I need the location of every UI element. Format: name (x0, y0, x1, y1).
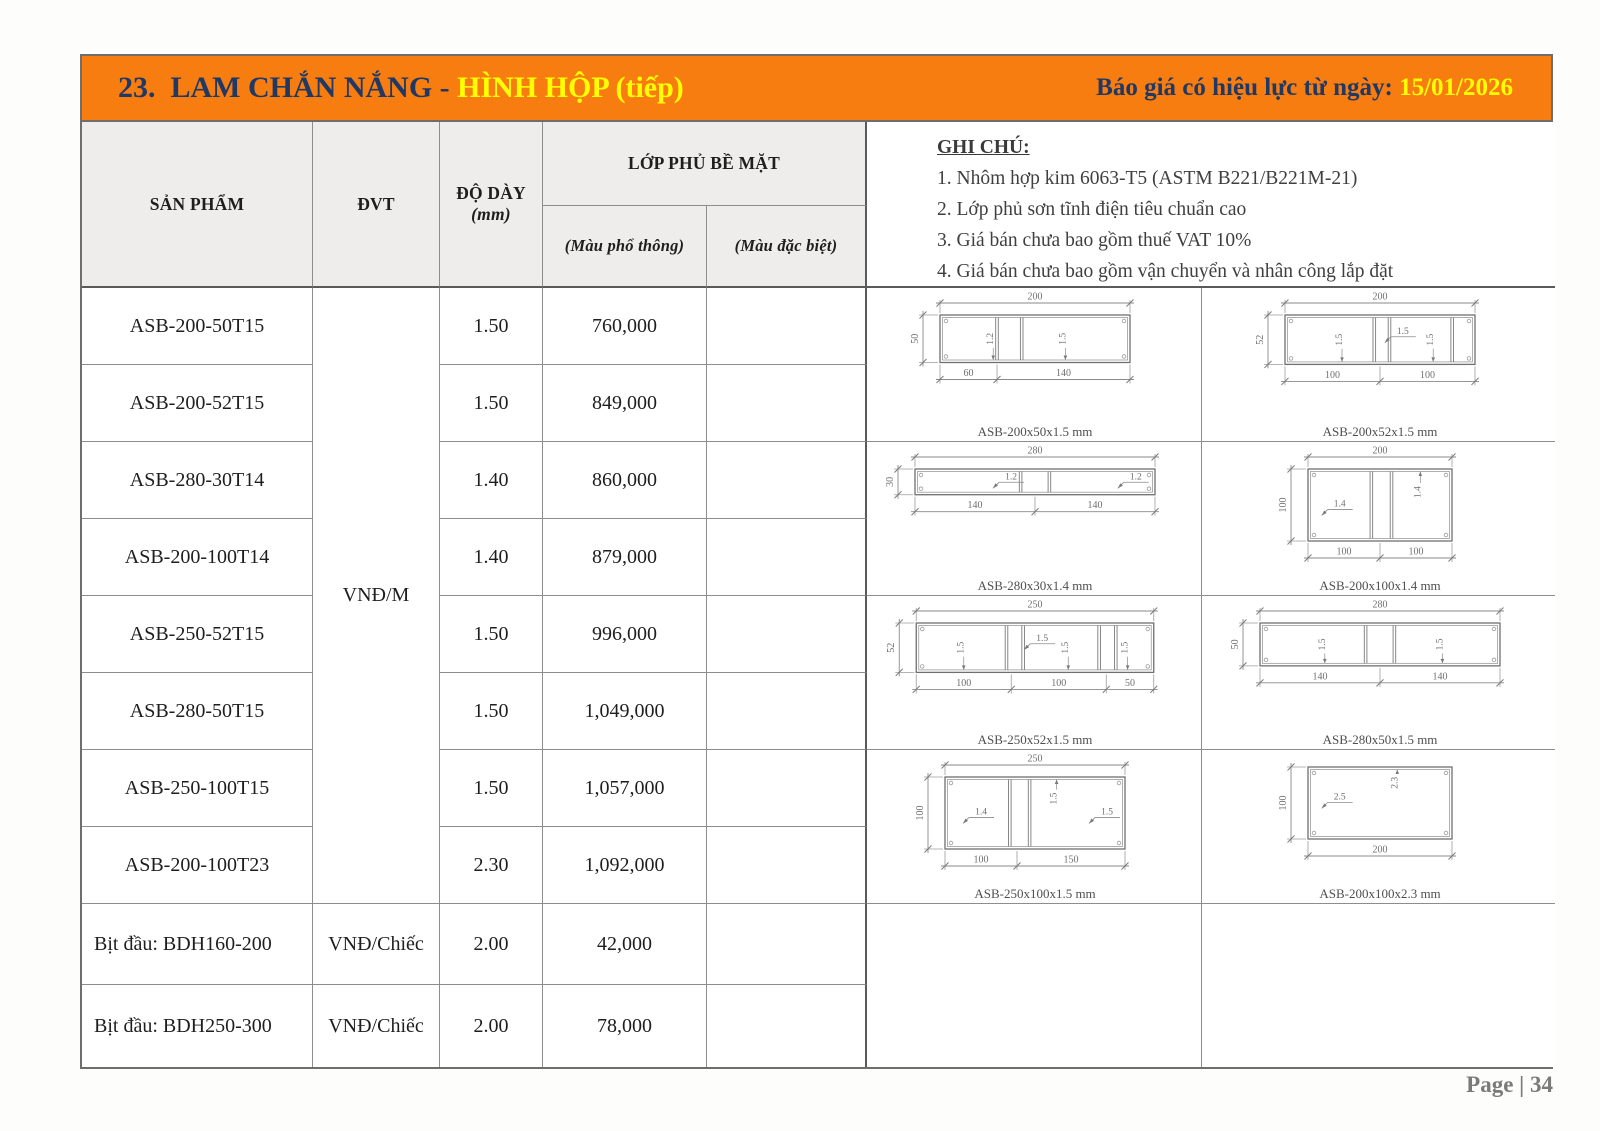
notes-cell (867, 122, 1555, 288)
thickness-cell: 2.00 (440, 985, 543, 1067)
svg-text:140: 140 (1087, 499, 1103, 511)
price-common-cell: 78,000 (543, 985, 707, 1067)
svg-text:100: 100 (1419, 369, 1435, 381)
svg-text:280: 280 (1372, 599, 1387, 610)
thickness-cell: 1.40 (440, 442, 543, 519)
price-special-cell (707, 673, 867, 750)
svg-text:150: 150 (1063, 854, 1079, 865)
profile-diagram (1202, 288, 1555, 442)
price-special-cell (707, 985, 867, 1067)
svg-text:ASB-200x50x1.5 mm: ASB-200x50x1.5 mm (977, 423, 1093, 439)
svg-text:140: 140 (1312, 670, 1327, 682)
price-special-cell (707, 904, 867, 985)
svg-text:ASB-280x50x1.5 mm: ASB-280x50x1.5 mm (1322, 731, 1437, 747)
svg-text:100: 100 (973, 854, 989, 865)
product-cell: Bịt đầu: BDH160-200 (82, 904, 313, 985)
svg-text:1.5: 1.5 (1058, 332, 1069, 345)
price-special-cell (707, 750, 867, 827)
svg-text:1.5: 1.5 (1120, 641, 1131, 654)
svg-text:250: 250 (1027, 753, 1043, 764)
svg-text:1.4: 1.4 (975, 806, 987, 817)
price-common-cell: 860,000 (543, 442, 707, 519)
svg-text:ASB-280x30x1.4 mm: ASB-280x30x1.4 mm (977, 577, 1093, 593)
validity-label: Báo giá có hiệu lực từ ngày: (1096, 74, 1400, 101)
column-header-unit: ĐVT (313, 122, 440, 288)
svg-text:200: 200 (1372, 844, 1387, 855)
product-cell: ASB-250-100T15 (82, 750, 313, 827)
product-cell: ASB-250-52T15 (82, 596, 313, 673)
svg-text:100: 100 (1408, 546, 1423, 557)
price-special-cell (707, 442, 867, 519)
svg-text:1.2: 1.2 (1129, 471, 1142, 482)
column-header-thickness (440, 122, 543, 288)
unit-cell-merged: VNĐ/M (313, 288, 440, 904)
unit-cell: VNĐ/Chiếc (313, 985, 440, 1067)
page-title-highlight: HÌNH HỘP (tiếp) (457, 71, 684, 104)
price-common-cell: 760,000 (543, 288, 707, 365)
price-common-cell: 849,000 (543, 365, 707, 442)
svg-text:1.5: 1.5 (956, 641, 967, 654)
svg-text:1.5: 1.5 (1317, 637, 1328, 650)
unit-cell: VNĐ/Chiếc (313, 904, 440, 985)
svg-text:1.2: 1.2 (986, 332, 997, 345)
svg-text:1.5: 1.5 (1036, 633, 1049, 644)
price-special-cell (707, 519, 867, 596)
svg-text:100: 100 (1324, 369, 1340, 381)
svg-text:1.5: 1.5 (1049, 792, 1060, 805)
empty-diagram-cell (867, 904, 1202, 1067)
product-cell: ASB-200-100T14 (82, 519, 313, 596)
svg-text:1.4: 1.4 (1412, 485, 1423, 498)
thickness-cell: 1.50 (440, 596, 543, 673)
thickness-header-line2: (mm) (471, 204, 511, 224)
svg-text:30: 30 (885, 476, 896, 487)
profile-diagram (1202, 442, 1555, 596)
svg-text:140: 140 (967, 499, 983, 511)
page-number: Page | 34 (1466, 1072, 1553, 1097)
svg-text:1.5: 1.5 (1425, 333, 1436, 346)
profile-diagram (867, 442, 1202, 596)
svg-text:250: 250 (1027, 599, 1043, 610)
note-item: 3. Giá bán chưa bao gồm thuế VAT 10% (937, 230, 1252, 251)
title-bar (80, 54, 1553, 120)
svg-text:140: 140 (1432, 670, 1447, 682)
validity-date: 15/01/2026 (1399, 74, 1513, 101)
thickness-header-line1: ĐỘ DÀY (456, 183, 526, 203)
profile-diagram (867, 288, 1202, 442)
svg-text:280: 280 (1027, 445, 1043, 456)
svg-text:100: 100 (1336, 546, 1351, 557)
thickness-cell: 1.50 (440, 750, 543, 827)
profile-diagram (1202, 596, 1555, 750)
svg-text:1.5: 1.5 (1101, 806, 1113, 817)
svg-text:1.4: 1.4 (1333, 498, 1346, 509)
column-header-coating-common: (Màu phổ thông) (543, 206, 707, 288)
thickness-cell: 1.50 (440, 365, 543, 442)
svg-text:100: 100 (915, 805, 926, 820)
svg-text:ASB-250x100x1.5 mm: ASB-250x100x1.5 mm (974, 885, 1096, 901)
product-cell: ASB-200-100T23 (82, 827, 313, 904)
product-cell: Bịt đầu: BDH250-300 (82, 985, 313, 1067)
column-header-coating-group: LỚP PHỦ BỀ MẶT (543, 122, 867, 206)
thickness-cell: 2.30 (440, 827, 543, 904)
svg-text:60: 60 (963, 367, 974, 379)
price-common-cell: 879,000 (543, 519, 707, 596)
svg-text:50: 50 (1229, 638, 1241, 649)
note-item: 1. Nhôm hợp kim 6063-T5 (ASTM B221/B221M-21) (937, 168, 1358, 189)
price-common-cell: 996,000 (543, 596, 707, 673)
svg-text:ASB-200x100x2.3 mm: ASB-200x100x2.3 mm (1318, 885, 1441, 901)
svg-text:1.5: 1.5 (1396, 326, 1409, 337)
note-item: 4. Giá bán chưa bao gồm vận chuyển và nhân công lắp đặt (937, 261, 1394, 282)
note-item: 2. Lớp phủ sơn tĩnh điện tiêu chuẩn cao (937, 199, 1247, 220)
profile-diagram (867, 596, 1202, 750)
price-common-cell: 1,049,000 (543, 673, 707, 750)
thickness-cell: 1.50 (440, 673, 543, 750)
thickness-cell: 2.00 (440, 904, 543, 985)
svg-text:200: 200 (1027, 291, 1043, 302)
svg-text:140: 140 (1056, 367, 1071, 379)
price-special-cell (707, 288, 867, 365)
profile-diagram (867, 750, 1202, 904)
price-special-cell (707, 596, 867, 673)
empty-diagram-cell (1202, 904, 1555, 1067)
price-table (80, 120, 1553, 1069)
svg-text:100: 100 (956, 677, 972, 689)
price-common-cell: 42,000 (543, 904, 707, 985)
svg-text:50: 50 (1125, 677, 1135, 689)
svg-text:2.5: 2.5 (1333, 791, 1346, 802)
svg-text:1.5: 1.5 (1061, 641, 1072, 654)
svg-text:1.5: 1.5 (1434, 637, 1445, 650)
product-cell: ASB-280-30T14 (82, 442, 313, 519)
svg-text:ASB-200x100x1.4 mm: ASB-200x100x1.4 mm (1318, 577, 1441, 593)
product-cell: ASB-200-50T15 (82, 288, 313, 365)
price-common-cell: 1,092,000 (543, 827, 707, 904)
price-special-cell (707, 365, 867, 442)
price-common-cell: 1,057,000 (543, 750, 707, 827)
svg-text:ASB-200x52x1.5 mm: ASB-200x52x1.5 mm (1322, 423, 1437, 439)
svg-text:ASB-250x52x1.5 mm: ASB-250x52x1.5 mm (977, 731, 1093, 747)
svg-text:52: 52 (1254, 334, 1266, 345)
svg-text:200: 200 (1372, 291, 1387, 302)
svg-text:2.3: 2.3 (1389, 776, 1400, 789)
validity-note (1096, 74, 1513, 102)
svg-text:1.5: 1.5 (1334, 333, 1345, 346)
price-special-cell (707, 827, 867, 904)
svg-text:100: 100 (1051, 677, 1067, 689)
notes-title: GHI CHÚ: (937, 137, 1030, 158)
profile-diagram (1202, 750, 1555, 904)
column-header-product: SẢN PHẨM (82, 122, 313, 288)
svg-text:200: 200 (1372, 445, 1387, 456)
column-header-coating-special: (Màu đặc biệt) (707, 206, 867, 288)
page-title (118, 71, 684, 105)
product-cell: ASB-200-52T15 (82, 365, 313, 442)
thickness-cell: 1.50 (440, 288, 543, 365)
thickness-cell: 1.40 (440, 519, 543, 596)
svg-text:1.2: 1.2 (1005, 471, 1017, 482)
svg-text:100: 100 (1277, 795, 1289, 810)
page-title-main: 23. LAM CHẮN NẮNG - (118, 71, 458, 104)
product-cell: ASB-280-50T15 (82, 673, 313, 750)
svg-text:50: 50 (910, 333, 921, 344)
svg-text:52: 52 (886, 642, 898, 653)
svg-text:100: 100 (1277, 497, 1289, 512)
